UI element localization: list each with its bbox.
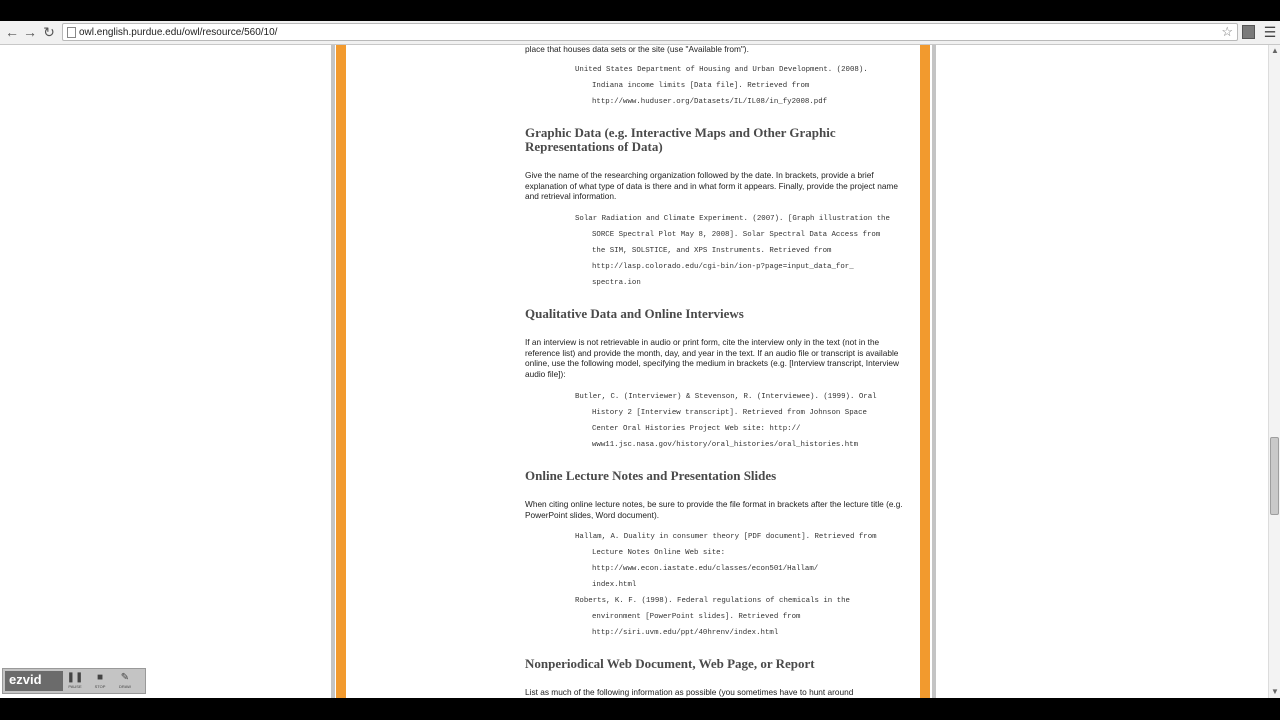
section-body: List as much of the following information as possible (you sometimes have to hunt around (525, 687, 854, 697)
section-heading: Nonperiodical Web Document, Web Page, or Report (525, 656, 815, 671)
forward-icon[interactable]: → (23, 24, 37, 40)
page-icon (67, 27, 76, 38)
pause-icon: ❚❚ (66, 672, 84, 683)
menu-icon[interactable]: ☰ (1263, 24, 1277, 40)
orange-frame-left (336, 45, 346, 698)
stop-button[interactable]: ■ STOP (90, 672, 110, 691)
draw-button[interactable]: ✎ DRAW (115, 672, 135, 691)
page-border-right (932, 45, 936, 698)
pause-button[interactable]: ❚❚ PAUSE (66, 672, 84, 689)
orange-frame-right (920, 45, 930, 698)
page-border-left (331, 45, 335, 698)
browser-toolbar (0, 21, 1280, 45)
reference-example: Solar Radiation and Climate Experiment. (2007). [Graph illustration the SORCE Spectral Plot May 8, 2008]. Solar Spectral Data Access from the SIM, SOLSTICE, and XPS Instruments. Retrieved from http://lasp.colorado.edu/cgi-bin/ion-p?page=input_data_for_ spectra.ion (575, 215, 890, 287)
article-content (346, 45, 920, 698)
reload-icon[interactable]: ↻ (43, 24, 55, 40)
url-input[interactable] (79, 25, 1209, 39)
window-bottom-bar (0, 698, 1280, 720)
extension-icon[interactable] (1242, 25, 1255, 39)
section-heading: Qualitative Data and Online Interviews (525, 306, 744, 321)
section-body: If an interview is not retrievable in audio or print form, cite the interview only in the text (not in the reference list) and provide the month, day, and year in the text. If an audio file or transcript is available online, use the following model, specifying the medium in brackets (e.g. [Interview transcript, Interview audio file]): (525, 337, 899, 379)
address-bar[interactable] (62, 23, 1238, 41)
previous-text-fragment: place that houses data sets or the site (use "Available from"). (525, 45, 749, 54)
scroll-up-icon[interactable]: ▲ (1271, 46, 1279, 55)
stop-icon: ■ (96, 672, 104, 683)
scrollbar-thumb[interactable] (1270, 437, 1279, 515)
section-heading: Online Lecture Notes and Presentation Slides (525, 468, 777, 483)
ezvid-recorder-overlay (2, 668, 146, 694)
back-icon[interactable]: ← (5, 24, 19, 40)
bookmark-star-icon[interactable]: ☆ (1221, 24, 1233, 39)
section-body: Give the name of the researching organization followed by the date. In brackets, provide a brief explanation of what type of data is there and in what form it appears. Finally, provide the project name and retrieval information. (525, 170, 898, 202)
reference-example: Butler, C. (Interviewer) & Stevenson, R. (Interviewee). (1999). Oral History 2 [Interview transcript]. Retrieved from Johnson Space Center Oral Histories Project Web site: http:// www11.jsc.nasa.gov/history/oral_histories/oral_histories.htm (575, 393, 877, 449)
window-top-bar (0, 0, 1280, 21)
scroll-down-icon[interactable]: ▼ (1271, 687, 1279, 696)
pen-icon: ✎ (120, 672, 130, 683)
ezvid-logo: ezvid (5, 671, 63, 691)
section-body: When citing online lecture notes, be sure to provide the file format in brackets after the lecture title (e.g. PowerPoint slides, Word document). (525, 499, 903, 520)
reference-example: United States Department of Housing and Urban Development. (2008). Indiana income limits [Data file]. Retrieved from http://www.huduser.org/Datasets/IL/IL08/in_fy2008.pdf (575, 66, 868, 106)
vertical-scrollbar[interactable] (1268, 45, 1280, 698)
reference-example: Hallam, A. Duality in consumer theory [PDF document]. Retrieved from Lecture Notes Online Web site: http://www.econ.iastate.edu/classes/econ501/Hallam/ index.html Roberts, K. F. (1998). Federal regulations of chemicals in the environment [PowerPoint slides]. Retrieved from http://siri.uvm.edu/ppt/40hrenv/index.html (575, 533, 877, 637)
section-heading: Graphic Data (e.g. Interactive Maps and Other Graphic Representations of Data) (525, 125, 836, 154)
page-viewport (0, 45, 1268, 698)
